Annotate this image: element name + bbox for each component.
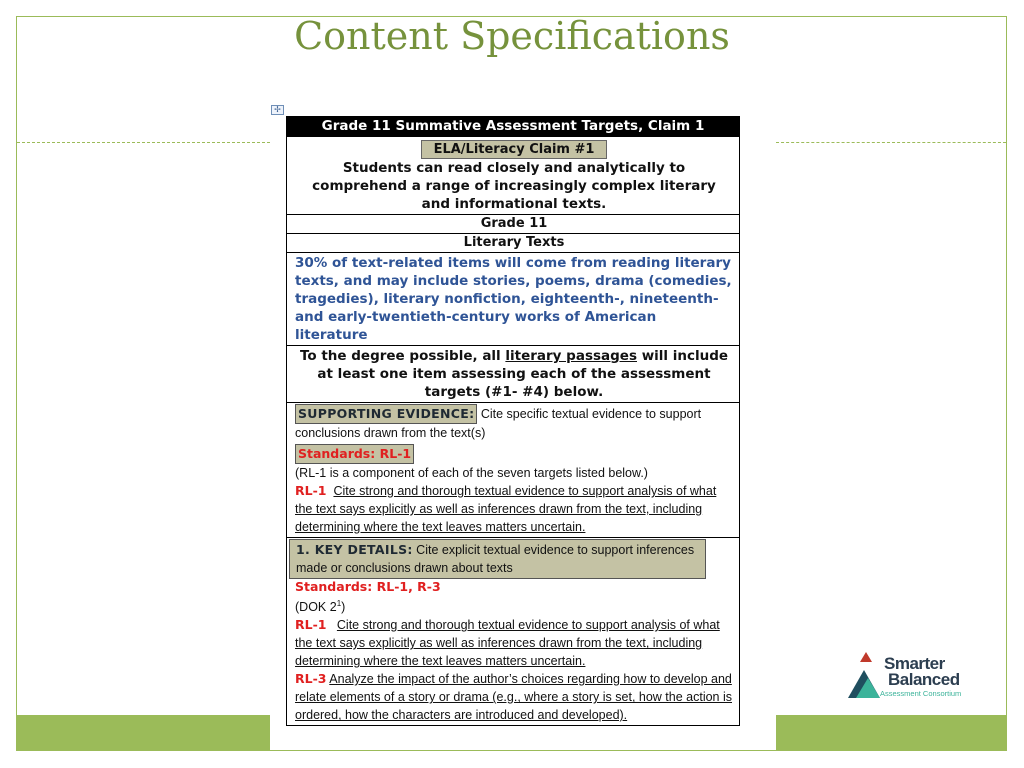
- supporting-rl1-standard: RL-1 Cite strong and thorough textual evidence to support analysis of what the text says explicitly as well as inferences drawn from the text, including determining where the text leaves matters uncertain.: [295, 483, 717, 534]
- divider-right: [776, 142, 1006, 143]
- supporting-evidence-cell: [286, 403, 740, 538]
- key-rl1-standard: RL-1 Cite strong and thorough textual evidence to support analysis of what the text says explicitly as well as inferences drawn from the text, including determining where the text leaves matters uncertain.: [295, 617, 720, 669]
- key-details-cell: [286, 538, 740, 726]
- percent-note: 30% of text-related items will come from reading literary texts, and may include stories, poems, drama (comedies, tragedies), literary nonfiction, eighteenth-, nineteenth- and early-twentieth-century works of American literature: [286, 253, 740, 346]
- document-image: [270, 106, 776, 750]
- table-header: Grade 11 Summative Assessment Targets, Claim 1: [286, 116, 740, 137]
- component-note: (RL-1 is a component of each of the seven targets listed below.): [295, 466, 648, 480]
- key-details-box: 1. KEY DETAILS: Cite explicit textual evidence to support inferences made or conclusions drawn about texts: [289, 539, 706, 579]
- claim-text: Students can read closely and analytically to comprehend a range of increasingly complex literary and informational texts.: [312, 160, 716, 212]
- logo-triangle-red: [860, 652, 872, 662]
- logo-smarter: Smarter: [884, 654, 945, 673]
- claim-label: ELA/Literacy Claim #1: [421, 140, 608, 159]
- standards-rl1-label: Standards: RL-1: [295, 444, 414, 464]
- passages-note: To the degree possible, all literary passages will include at least one item assessing each of the assessment targets (#1- #4) below.: [286, 346, 740, 403]
- text-type-cell: Literary Texts: [286, 234, 740, 253]
- divider-left: [17, 142, 270, 143]
- logo-consortium: Assessment Consortium: [880, 689, 962, 698]
- claim-cell: [286, 137, 740, 215]
- logo-balanced: Balanced: [888, 670, 960, 689]
- standards-rl1-r3-label: Standards: RL-1, R-3: [295, 579, 441, 594]
- grade-cell: Grade 11: [286, 215, 740, 234]
- supporting-evidence-label: SUPPORTING EVIDENCE:: [295, 404, 477, 424]
- table-move-handle-icon[interactable]: ✢: [271, 105, 284, 115]
- dok-label: (DOK $2^1$): [295, 599, 346, 615]
- key-details-label: 1. KEY DETAILS:: [296, 542, 413, 557]
- supporting-evidence-line: SUPPORTING EVIDENCE: Cite specific textual evidence to support conclusions drawn from the text(s): [295, 406, 702, 440]
- slide-title: Content Specifications: [294, 14, 730, 58]
- assessment-table: [286, 116, 740, 726]
- key-rl3-standard: RL-3 Analyze the impact of the author’s choices regarding how to develop and relate elements of a story or drama (e.g., where a story is set, how the action is ordered, how the characters are introduced and developed).: [295, 671, 732, 723]
- literary-passages-link[interactable]: literary passages: [505, 348, 637, 364]
